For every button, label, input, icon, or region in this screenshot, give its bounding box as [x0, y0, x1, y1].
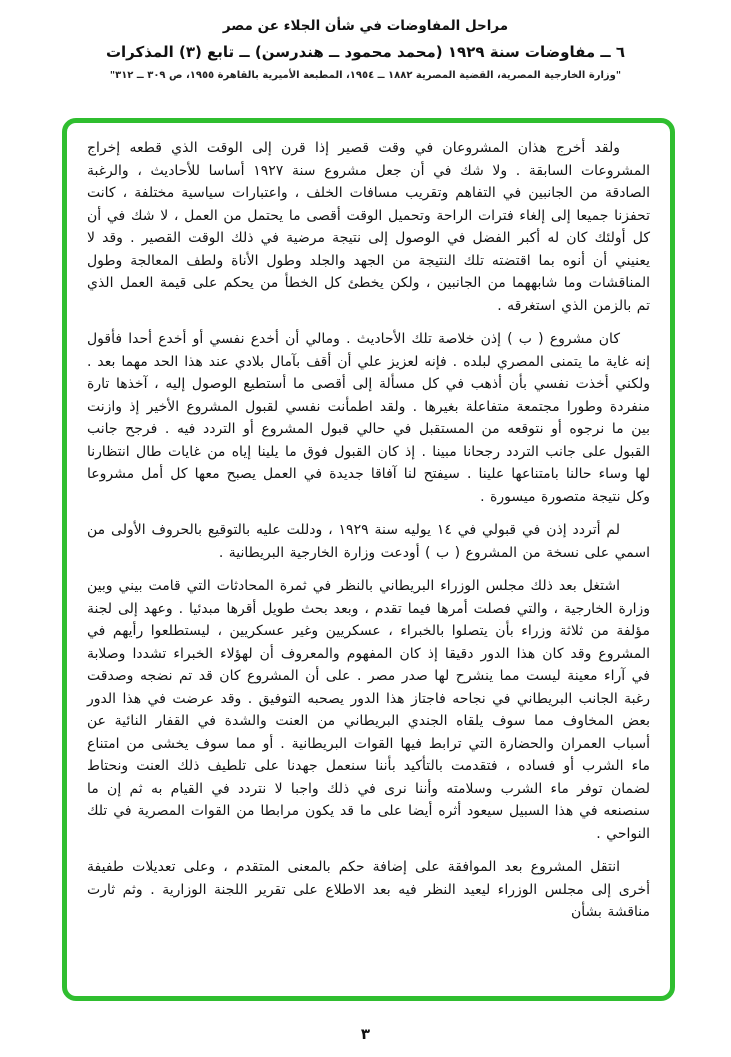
source-citation: "وزارة الخارجية المصرية، القضية المصرية ١٨٨٢ ــ ١٩٥٤، المطبعة الأميرية بالقاهرة ١٩٥٥، ص ٣٠٩ ــ ٣١٢" [109, 70, 622, 81]
section-subtitle: ٦ ــ مفاوضات سنة ١٩٢٩ (محمد محمود ــ هندرسن) ــ تابع (٣) المذكرات [105, 43, 626, 61]
page-number: ٣ [360, 1025, 371, 1043]
paragraph: ولقد أخرج هذان المشروعان في وقت قصير إذا قرن إلى الوقت الذي قطعه إخراج المشروعات السابقة . ولا شك في أن جعل مشروع سنة ١٩٢٧ أساسا للأحاديث ، والرغبة الصادقة من الجانبين في التفاهم وتقريب مسافات الخلف ، واعتبارات سياسية مختلفة ، كانت تحفزنا جميعا إلى إلغاء فترات الراحة وتحميل الوقت أقصى ما يحتمل من العمل ، لا شك في أن كل أولئك كان له أكبر الفضل في الوصول إلى نتيجة مرضية في ذلك الوقت القصير . وقد لا يعنيني أن أنوه بما اقتضته تلك النتيجة من الجهد والجلد وطول الأناة ولطف المعالجة وطول المناقشات وما شابههما من الجانبين ، ولكن يخطئ كل الخطأ من يحكم على قيمة العمل الذي تم بالزمن الذي استغرقه . [87, 140, 651, 314]
paragraph: لم أتردد إذن في قبولي في ١٤ يوليه سنة ١٩٢٩ ، ودللت عليه بالتوقيع بالحروف الأولى من اسمي على نسخة من المشروع ( ب ) أودعت وزارة الخارجية البريطانية . [87, 522, 650, 561]
page-title: مراحل المفاوضات في شأن الجلاء عن مصر [222, 18, 509, 34]
paragraph: اشتغل بعد ذلك مجلس الوزراء البريطاني بالنظر في ثمرة المحادثات التي قامت بيني وبين وزارة الخارجية ، والتي فصلت أمرها فيما تقدم ، وبعد بحث طويل أقرها مبدئيا . وعهد إلى لجنة مؤلفة من ثلاثة وزراء بأن يتصلوا بالخبراء ، عسكريين وغير عسكريين ، ليستطلعوا رأيهم في المشروع وقد كان هذا الدور دقيقا إذ كان المفهوم والمعروف أن لهؤلاء الخبراء تشددا وصلابة في آراء معينة ليست مما ينشرح لها صدر مصر . على أن المشروع كان قد تم نضجه وصدقت رغبة الجانب البريطاني في نجاحه فاجتاز هذا الدور يصحبه التوفيق . وقد عرضت في هذا الدور بعض المخاوف مما سوف يلقاه الجندي البريطاني من العنت والشدة في القفار النائية عن أسباب العمران والحضارة التي ترابط فيها القوات البريطانية . أو مما سوف يخشى من امتناع ماء الشرب أو فساده ، فتقدمت بالتأكيد بأننا سنعمل جهدنا على تلطيف ذلك العنت ونحتاط لضمان توفر ماء الشرب وسلامته وأننا نرى في ذلك واجبا لا نتردد في القيام به ثم إن ما سنصنعه في هذا السبيل سيعود أثره أيضا على ما قد يكون مرابطا من القوات المصرية في تلك النواحي . [87, 578, 650, 842]
paragraph: انتقل المشروع بعد الموافقة على إضافة حكم بالمعنى المتقدم ، وعلى تعديلات طفيفة أخرى إلى مجلس الوزراء ليعيد النظر فيه بعد الاطلاع على تقرير اللجنة الوزارية . وثم ثارت مناقشة بشأن [87, 859, 650, 920]
paragraph: كان مشروع ( ب ) إذن خلاصة تلك الأحاديث . ومالي أن أخدع نفسي أو أخدع أحدا فأقول إنه غاية ما يتمنى المصري لبلده . فإنه لعزيز علي أن أقف بآمال بلادي عند هذا الحد مهما بعد . ولكني أخذت نفسي بأن أذهب في كل مسألة إلى أقصى ما أستطيع الوصول إليه ، آخذها تارة منفردة وطورا مجتمعة متفاعلة بغيرها . ولقد اطمأنت نفسي لقبول المشروع الأخير إذ وازنت بين ما نرجوه أو نتوقعه من المستقبل في حالي قبول المشروع أو التردد فيه . فرجح جانب القبول على جانب التردد رجحانا مبينا . إذ كان القبول فوق ما يلينا إياه من غايات طال انتظارنا لها وساء حالنا بامتناعها علينا . سيفتح لنا آفاقا جديدة في العمل يصبح معها كل أمل مشروعا وكل نتيجة متصورة ميسورة . [87, 331, 650, 505]
body-text-box [62, 118, 675, 1001]
document-header [0, 0, 731, 81]
